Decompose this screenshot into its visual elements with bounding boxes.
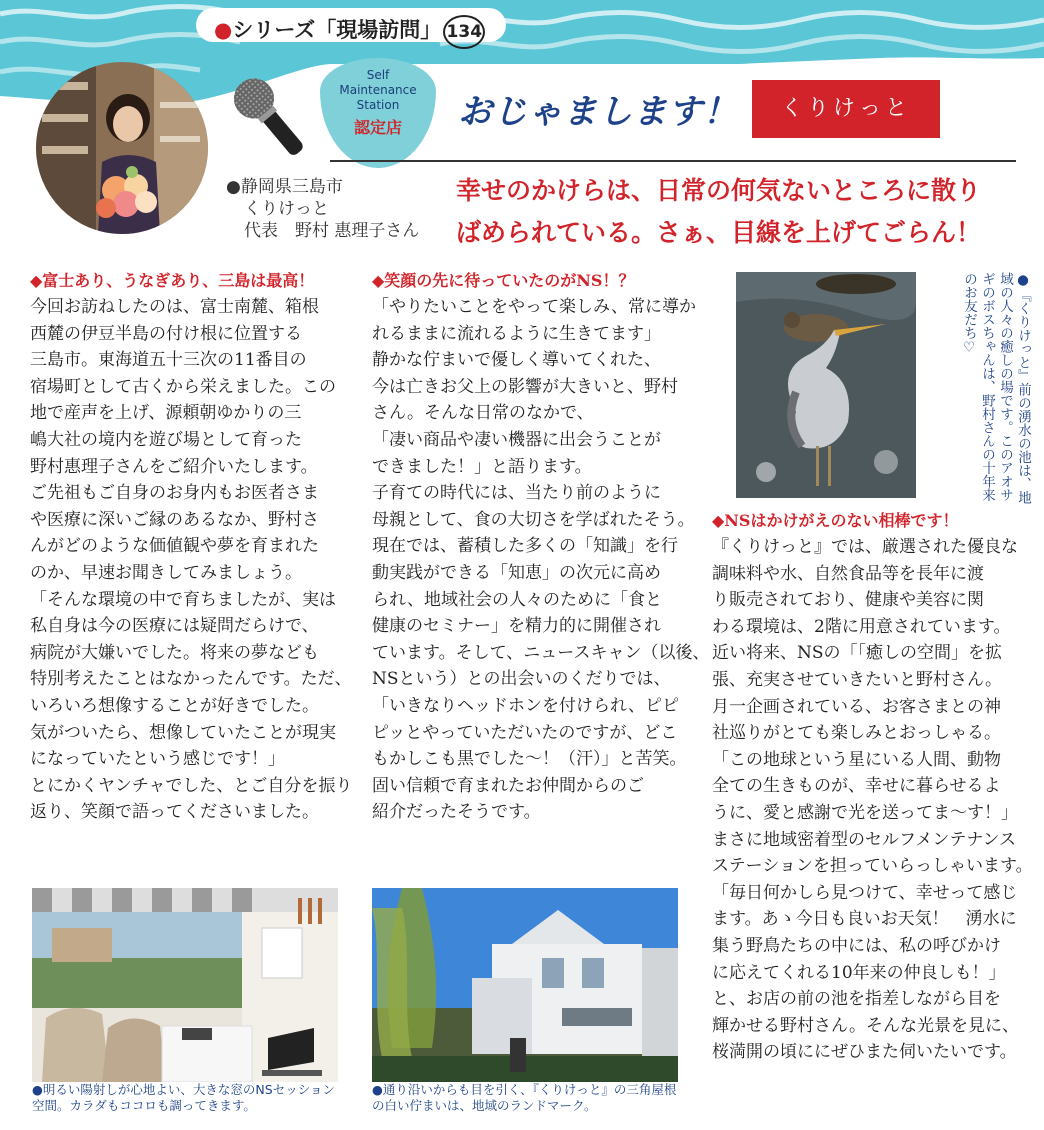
col3-line: り販売されており、健康や美容に関	[712, 590, 984, 611]
col2-line: れるままに流れるように生きてます」	[372, 323, 661, 344]
col2-line: 静かな佇まいで優しく導いてくれた、	[372, 350, 661, 371]
session-room-photo	[32, 888, 338, 1082]
col3-line: に応えてくれる10年来の仲良しも！」	[712, 962, 1006, 983]
portrait-photo	[36, 62, 208, 234]
col3-line: ます。あゝ今日も良いお天気！ 湧水に	[712, 909, 1017, 930]
col1-line: や医療に深いご縁のあるなか、野村さ	[30, 509, 319, 530]
headline: 幸せのかけらは、日常の何気ないところに散り ばめられている。さぁ、目線を上げてごらん！	[456, 176, 982, 247]
col3-line: 月一企画されている、お客さまとの神	[712, 696, 1001, 717]
heron-pond-photo	[736, 272, 916, 498]
session-room-caption: ●明るい陽射しが心地よい、大きな窓のNSセッション空間。カラダもココロも調ってきます。	[32, 1082, 335, 1113]
column-2	[372, 268, 710, 826]
col1-line: 特別考えたことはなかったんです。ただ、	[30, 669, 352, 690]
col2-line: られ、地域社会の人々のために「食と	[372, 589, 663, 610]
col3-line: 集う野鳥たちの中には、私の呼びかけ	[712, 935, 1001, 956]
col1-line: 私自身は今の医療には疑問だらけで、	[30, 616, 319, 637]
col2-line: 「やりたいことをやって楽しみ、常に導か	[372, 297, 697, 317]
col1-line: 返り、笑顔で語ってくださいました。	[30, 802, 319, 823]
column-2-heading: ◆笑顔の先に待っていたのがNS！？	[372, 271, 635, 290]
col2-line: ピッとやっていただいたのですが、どこ	[372, 722, 678, 743]
column-1-heading: ◆富士あり、うなぎあり、三島は最高！	[30, 271, 315, 290]
col2-line: 今は亡きお父上の影響が大きいと、野村	[372, 376, 678, 397]
col2-line: 現在では、蓄積した多くの「知識」を行	[372, 536, 678, 557]
col3-line: 「毎日何かしら見つけて、幸せって感じ	[712, 882, 1018, 903]
col3-line: 張、充実させていきたいと野村さん。	[712, 669, 1003, 690]
col2-line: できました！」と語ります。	[372, 456, 592, 477]
bullet-icon: ●	[214, 18, 233, 42]
col1-line: 野村惠理子さんをご紹介いたします。	[30, 456, 318, 477]
col1-line: 今回お訪ねしたのは、富士南麓、箱根	[30, 297, 319, 317]
heron-pond-caption: ●『くりけっと』前の湧水の池は、地域の人々の癒しの場です。このアオサギのボスちゃんは、野村さんの十年来のお友だち♡	[961, 272, 1031, 504]
col3-line: ステーションを担っていらっしゃいます。	[712, 856, 1033, 877]
col3-line: 桜満開の頃ににぜひまた伺いたいです。	[712, 1042, 1017, 1063]
col3-line: と、お店の前の池を指差しながら目を	[712, 989, 1001, 1010]
col1-line: 西麓の伊豆半島の付け根に位置する	[30, 323, 302, 344]
series-number: 134	[443, 15, 485, 49]
badge-certified: 認定店	[353, 118, 402, 137]
col3-line: うに、愛と感謝で光を送ってま〜す！」	[712, 802, 1018, 823]
shop-exterior-photo	[372, 888, 678, 1082]
col1-line: 地で産声を上げ、源頼朝ゆかりの三	[30, 403, 302, 424]
col2-line: 母親として、食の大切さを学ばれたそう。	[372, 509, 695, 530]
col1-line: 「そんな環境の中で育ちましたが、実は	[30, 589, 336, 610]
col1-line: んがどのような価値観や夢を育まれた	[30, 536, 319, 557]
badge-station: Station	[356, 98, 400, 112]
col3-line: 近い将来、NSの「「癒しの空間」を拡	[712, 643, 1003, 664]
greeting-title: おじゃまします！	[458, 92, 738, 132]
col2-line: もかしこも黒でした〜！（汗）」と苦笑。	[372, 749, 687, 770]
col2-line: 動実践ができる「知恵」の次元に高め	[372, 562, 661, 583]
column-3	[712, 508, 1033, 1066]
series-label: ●シリーズ「現場訪問」 134	[214, 14, 485, 49]
col2-line: 「いきなりヘッドホンを付けられ、ピピ	[372, 695, 680, 716]
col3-line: わる環境は、2階に用意されています。	[712, 616, 1011, 637]
column-1	[30, 271, 353, 826]
col1-line: 三島市。東海道五十三次の11番目の	[30, 350, 307, 371]
col1-line: 気がついたら、想像していたことが現実	[30, 722, 336, 743]
column-3-heading: ◆NSはかけがえのない相棒です！	[712, 511, 959, 530]
col3-line: 全ての生きものが、幸せに暮らせるよ	[712, 776, 1001, 797]
col3-line: 社巡りがとても楽しみとおっしゃる。	[712, 723, 1001, 744]
col1-line: ご先祖もご自身のお身内もお医者さま	[30, 483, 319, 504]
shop-name-box: くりけっと	[752, 80, 940, 138]
col1-line: 病院が大嫌いでした。将来の夢なども	[30, 642, 319, 663]
col1-line: 嶋大社の境内を遊び場として育った	[30, 429, 302, 450]
col1-line: のか、早速お聞きしてみましょう。	[30, 562, 302, 583]
col2-line: 子育ての時代には、当たり前のように	[372, 483, 661, 504]
col1-line: とにかくヤンチャでした、とご自分を振り	[30, 775, 353, 796]
col2-line: 「凄い商品や凄い機器に出会うことが	[372, 429, 661, 450]
col2-line: 紹介だったそうです。	[372, 802, 541, 823]
badge-maintenance: Maintenance	[339, 83, 417, 97]
location-info: ●静岡県三島市 くりけっと 代表 野村 惠理子さん	[226, 177, 420, 241]
col2-line: 固い信頼で育まれたお仲間からのご	[372, 775, 644, 796]
col2-line: ています。そして、ニュースキャン（以後、	[372, 642, 710, 663]
microphone-icon	[222, 70, 322, 170]
col2-line: さん。そんな日常のなかで、	[372, 403, 594, 424]
col2-line: NSという）との出会いのくだりでは、	[372, 669, 671, 690]
shop-exterior-caption: ●通り沿いからも目を引く、『くりけっと』の三角屋根の白い佇まいは、地域のランドマーク。	[372, 1082, 677, 1113]
col3-line: まさに地域密着型のセルフメンテナンス	[712, 829, 1016, 850]
header-divider	[330, 160, 1016, 162]
col1-line: になっていたという感じです！」	[30, 749, 285, 770]
certified-store-badge	[320, 58, 436, 168]
col3-line: 輝かせる野村さん。そんな光景を見に、	[712, 1015, 1020, 1036]
col2-line: 健康のセミナー」を精力的に開催され	[372, 616, 661, 637]
col1-line: 宿場町として古くから栄えました。この	[30, 376, 336, 397]
col1-line: いろいろ想像することが好きでした。	[30, 695, 319, 716]
badge-self: Self	[366, 68, 390, 82]
col3-line: 「この地球という星にいる人間、動物	[712, 749, 1001, 770]
col3-line: 『くりけっと』では、厳選された優良な	[712, 537, 1018, 557]
col3-line: 調味料や水、自然食品等を長年に渡	[712, 563, 984, 584]
